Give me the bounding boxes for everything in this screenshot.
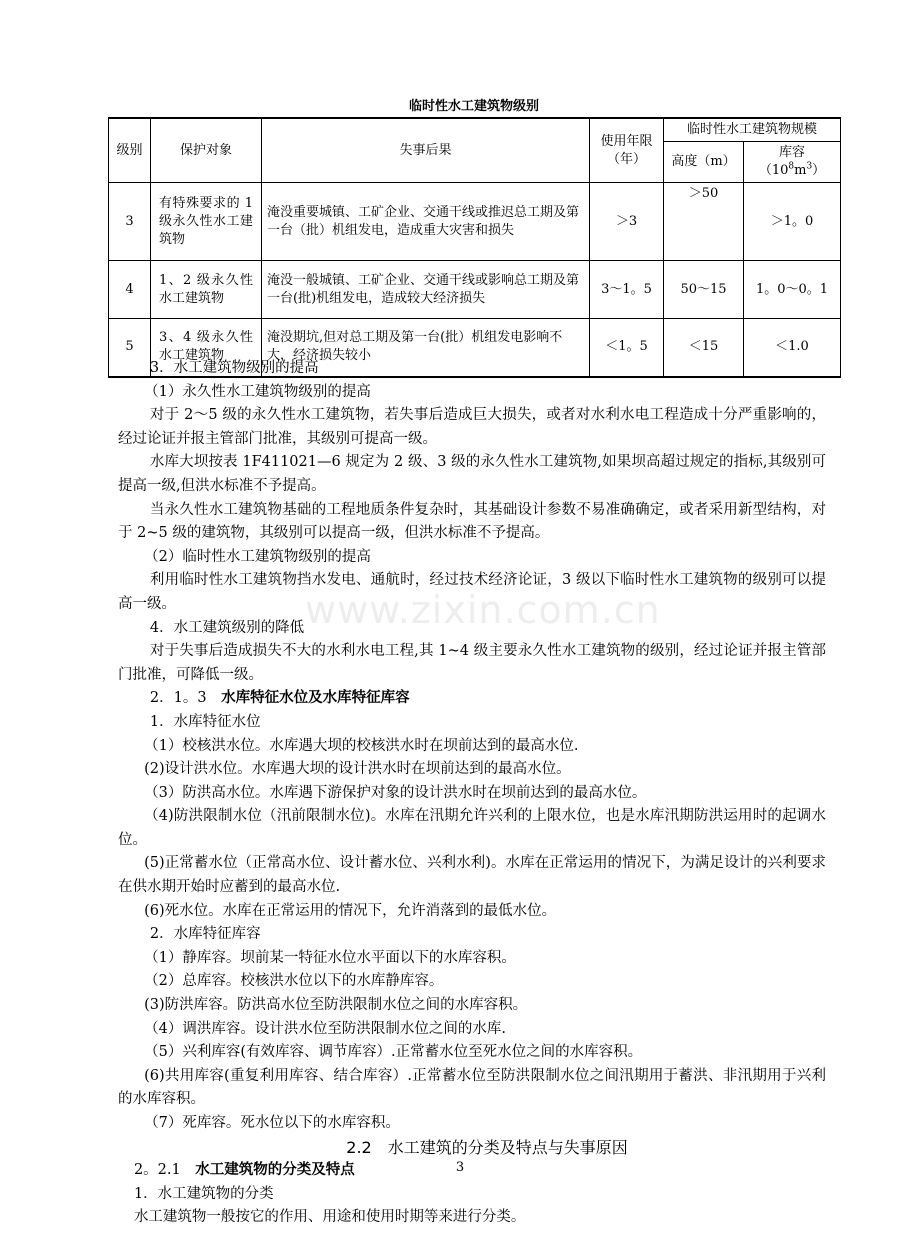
header-consequence: 失事后果	[262, 118, 590, 183]
cell-height: ＞50	[664, 183, 744, 261]
header-capacity: 库容$(10^8m^3)$	[744, 142, 841, 183]
list-item: （4）调洪库容。设计洪水位至防洪限制水位之间的水库.	[144, 1020, 506, 1037]
cell-years: ＞3	[590, 183, 664, 261]
heading-level-upgrade: 3．水工建筑物级别的提高	[149, 360, 319, 376]
section-heading-2-2-1: 2。2.1 水工建筑物的分类及特点	[133, 1162, 355, 1179]
cell-capacity: ＞1。0	[744, 183, 841, 261]
header-protect: 保护对象	[151, 118, 262, 183]
list-item: （1）静库容。坝前某一特征水位水平面以下的水库容积。	[144, 949, 516, 966]
cell-protect: 1、2 级永久性水工建筑物	[151, 261, 262, 319]
list-item: （3）防洪高水位。水库遇下游保护对象的设计洪水时在坝前达到的最高水位。	[144, 784, 647, 801]
cell-years: 3～1。5	[590, 261, 664, 319]
cell-consequence: 淹没重要城镇、工矿企业、交通干线或推迟总工期及第一台（批）机组发电，造成重大灾害和损失	[262, 183, 590, 261]
page-number: 3	[455, 1160, 465, 1175]
list-item: （2）总库容。校核洪水位以下的水库静库容。	[144, 973, 444, 990]
header-scale: 临时性水工建筑物规模	[664, 118, 841, 142]
heading-level-downgrade: 4．水工建筑级别的降低	[149, 619, 305, 636]
list-item: （4)防洪限制水位（汛前限制水位)。水库在汛期允许兴利的上限水位，也是水库汛期防洪运用时的起调水位。	[118, 808, 826, 848]
watermark: www.zixin.com.cn	[305, 588, 661, 632]
cell-height: 50～15	[664, 261, 744, 319]
header-height: 高度（m）	[664, 142, 744, 183]
paragraph: 水库大坝按表 1F411021—6 规定为 2 级、3 级的永久性水工建筑物,如果坝高超过规定的指标,其级别可提高一级,但洪水标准不予提高。	[118, 454, 826, 494]
header-grade: 级别	[109, 118, 151, 183]
list-item: （5）兴利库容(有效库容、调节库容）.正常蓄水位至死水位之间的水库容积。	[144, 1044, 643, 1061]
paragraph: 利用临时性水工建筑物挡水发电、通航时，经过技术经济论证，3 级以下临时性水工建筑物的级别可以提高一级。	[118, 572, 826, 612]
table-title: 临时性水工建筑物级别	[408, 99, 539, 114]
cell-grade: 5	[109, 319, 151, 377]
paragraph: 对于失事后造成损失不大的水利水电工程,其 1~4 级主要永久性水工建筑物的级别，经过论证并报主管部门批准，可降低一级。	[118, 643, 826, 683]
cell-grade: 3	[109, 183, 151, 261]
list-item: (3)防洪库容。防洪高水位至防洪限制水位之间的水库容积。	[144, 997, 528, 1014]
header-years: 使用年限（年）	[590, 118, 664, 183]
cell-years: ＜1。5	[590, 319, 664, 377]
list-item: (5)正常蓄水位（正常高水位、设计蓄水位、兴利水利)。水库在正常运用的情况下，为满足设计的兴利要求在供水期开始时应蓄到的最高水位.	[118, 855, 826, 896]
list-item: (6)死水位。水库在正常运用的情况下，允许消落到的最低水位。	[144, 902, 557, 919]
heading-water-levels: 1．水库特征水位	[149, 713, 261, 730]
cell-grade: 4	[109, 261, 151, 319]
section-heading-2-1-3: 2．1。3 水库特征水位及水库特征库容	[149, 690, 410, 707]
list-item: （1）校核洪水位。水库遇大坝的校核洪水时在坝前达到的最高水位.	[144, 737, 579, 754]
list-item: （7）死库容。死水位以下的水库容积。	[144, 1115, 400, 1131]
heading-capacities: 2．水库特征库容	[149, 926, 261, 943]
subheading-permanent-upgrade: （1）永久性水工建筑物级别的提高	[144, 383, 371, 400]
cell-protect: 3、4 级永久性水工建筑物	[151, 319, 262, 377]
cell-protect: 有特殊要求的 1 级永久性水工建筑物	[151, 183, 262, 261]
table-header-row	[109, 118, 841, 142]
table-row	[109, 261, 841, 319]
table-row	[109, 183, 841, 261]
temporary-structure-grade-table	[108, 117, 841, 378]
section-title-2-2: 2.2 水工建筑的分类及特点与失事原因	[346, 1137, 628, 1157]
subheading-temporary-upgrade: （2）临时性水工建筑物级别的提高	[144, 548, 371, 565]
paragraph: 水工建筑物一般按它的作用、用途和使用时期等来进行分类。	[133, 1209, 526, 1226]
cell-capacity: ＜1.0	[744, 319, 841, 377]
list-item: (6)共用库容(重复利用库容、结合库容）.正常蓄水位至防洪限制水位之间汛期用于蓄洪、非汛期用于兴利的水库容积。	[118, 1067, 826, 1108]
cell-capacity: 1。0～0。1	[744, 261, 841, 319]
list-item: (2)设计洪水位。水库遇大坝的设计洪水时在坝前达到的最高水位。	[144, 761, 571, 778]
heading-classification: 1．水工建筑物的分类	[133, 1185, 274, 1202]
cell-consequence: 淹没期坑,但对总工期及第一台(批）机组发电影响不大，经济损失较小	[262, 319, 590, 377]
cell-height: ＜15	[664, 319, 744, 377]
document-body	[118, 357, 826, 1230]
paragraph: 当永久性水工建筑物基础的工程地质条件复杂时，其基础设计参数不易准确确定，或者采用新型结构，对于 2~5 级的建筑物，其级别可以提高一级，但洪水标准不予提高。	[118, 501, 826, 542]
paragraph: 对于 2～5 级的永久性水工建筑物，若失事后造成巨大损失，或者对水利水电工程造成十分严重影响的，经过论证并报主管部门批准，其级别可提高一级。	[118, 407, 826, 447]
cell-consequence: 淹没一般城镇、工矿企业、交通干线或影响总工期及第一台(批)机组发电，造成较大经济损失	[262, 261, 590, 319]
